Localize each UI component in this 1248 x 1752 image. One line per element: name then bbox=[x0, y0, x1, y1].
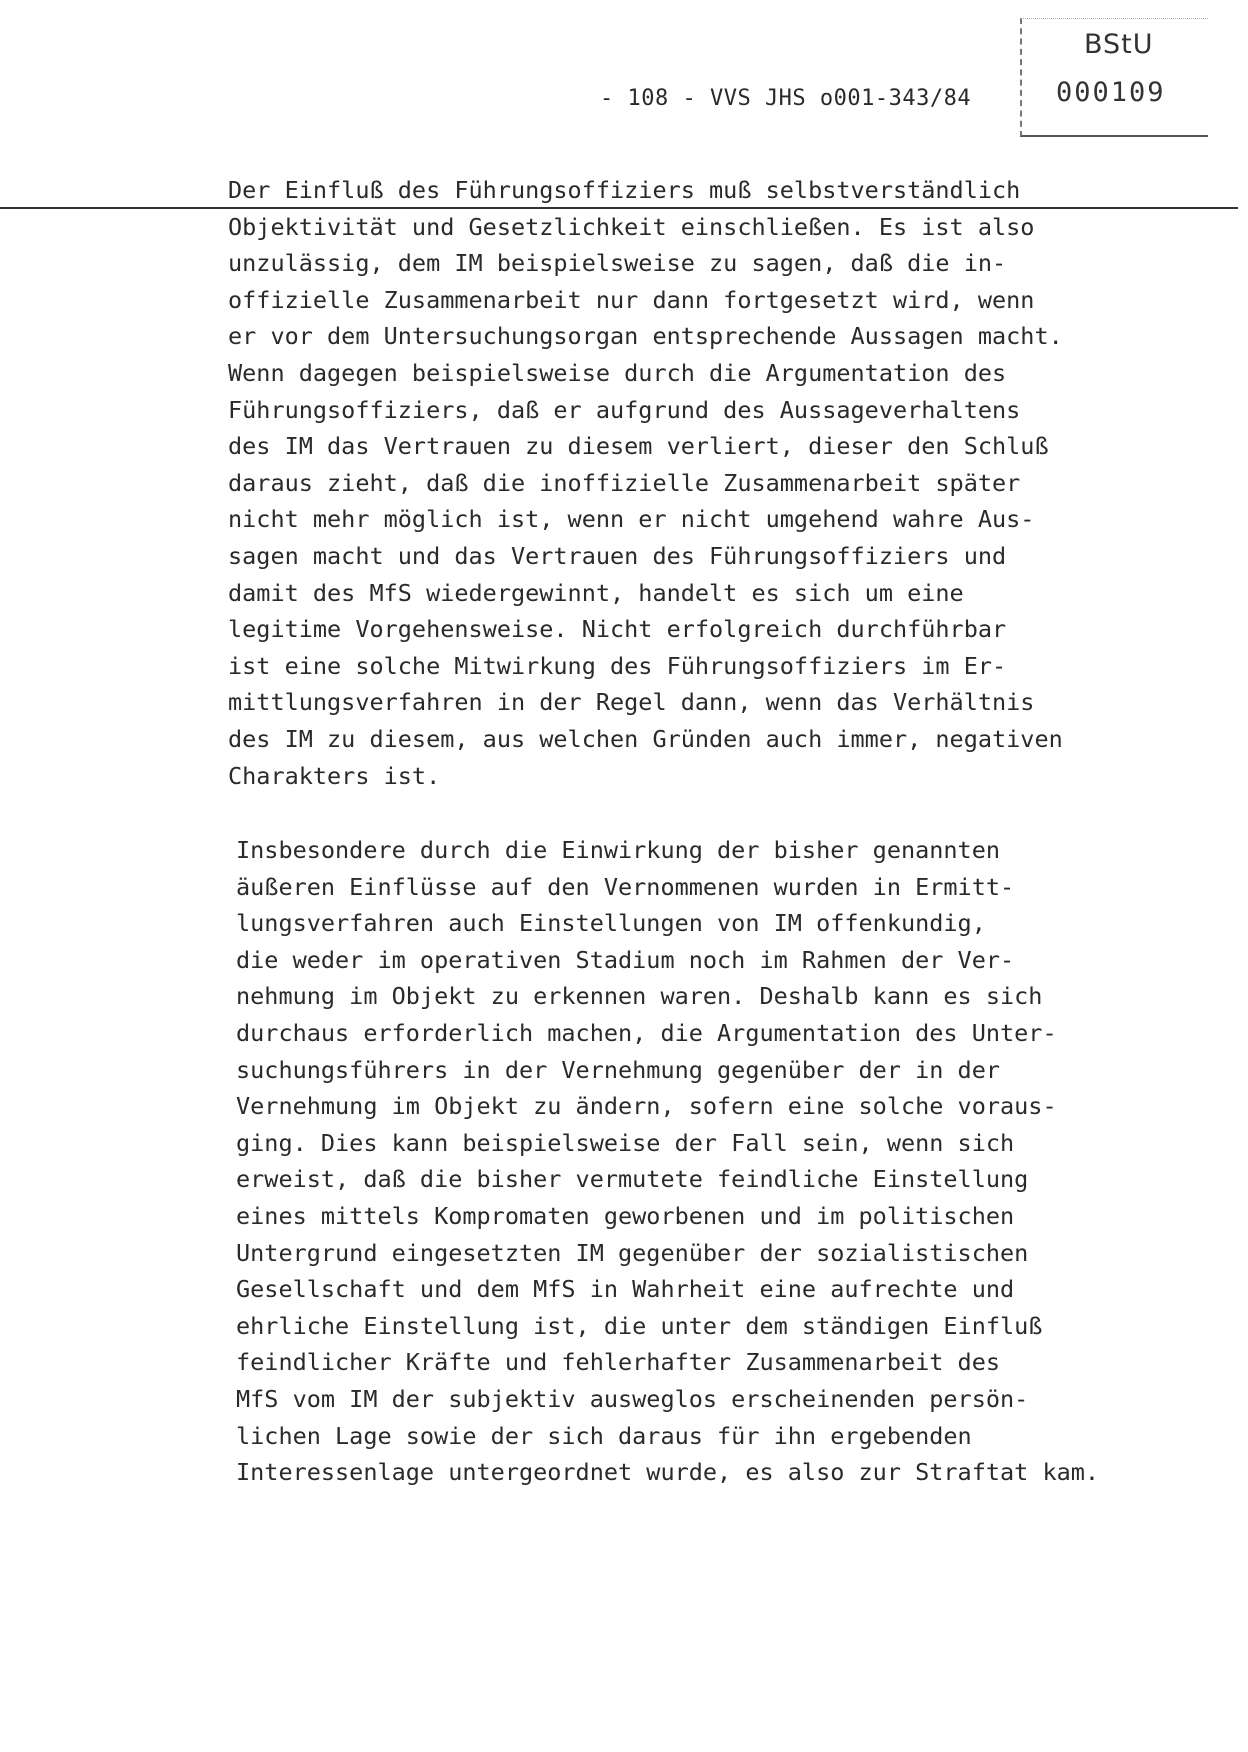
text-line: suchungsführers in der Vernehmung gegenüber der in der bbox=[236, 1055, 1001, 1084]
text-line: er vor dem Untersuchungsorgan entsprechende Aussagen macht. bbox=[228, 322, 1063, 351]
text-line: Führungsoffiziers, daß er aufgrund des Aussageverhaltens bbox=[228, 395, 1021, 424]
text-line: offizielle Zusammenarbeit nur dann fortgesetzt wird, wenn bbox=[228, 285, 1035, 314]
text-line: eines mittels Kompromaten geworbenen und im politischen bbox=[236, 1201, 1015, 1230]
text-line: damit des MfS wiedergewinnt, handelt es sich um eine bbox=[228, 578, 964, 607]
text-line: Objektivität und Gesetzlichkeit einschließen. Es ist also bbox=[228, 212, 1035, 241]
text-line: ehrliche Einstellung ist, die unter dem ständigen Einfluß bbox=[236, 1311, 1043, 1340]
text-line: unzulässig, dem IM beispielsweise zu sagen, daß die in- bbox=[228, 249, 1007, 278]
text-line: Insbesondere durch die Einwirkung der bisher genannten bbox=[236, 836, 1001, 864]
text-line: die weder im operativen Stadium noch im Rahmen der Ver- bbox=[236, 945, 1015, 974]
page-reference: - 108 - VVS JHS o001-343/84 bbox=[600, 86, 972, 111]
text-line: MfS vom IM der subjektiv ausweglos erscheinenden persön- bbox=[236, 1384, 1029, 1413]
archive-stamp bbox=[1020, 18, 1208, 137]
text-line: sagen macht und das Vertrauen des Führungsoffiziers und bbox=[228, 541, 1007, 570]
text-line: lungsverfahren auch Einstellungen von IM offenkundig, bbox=[236, 909, 986, 938]
text-line: mittlungsverfahren in der Regel dann, wenn das Verhältnis bbox=[228, 688, 1035, 717]
text-line: feindlicher Kräfte und fehlerhafter Zusammenarbeit des bbox=[236, 1348, 1001, 1377]
text-line: des IM zu diesem, aus welchen Gründen auch immer, negativen bbox=[228, 724, 1063, 753]
text-line: legitime Vorgehensweise. Nicht erfolgreich durchführbar bbox=[228, 615, 1007, 644]
text-line: erweist, daß die bisher vermutete feindliche Einstellung bbox=[236, 1165, 1029, 1194]
stamp-number: 000109 bbox=[1056, 77, 1166, 108]
text-line: des IM das Vertrauen zu diesem verliert, dieser den Schluß bbox=[228, 432, 1049, 461]
paragraph-1 bbox=[228, 172, 1148, 794]
text-line: durchaus erforderlich machen, die Argumentation des Unter- bbox=[236, 1018, 1057, 1047]
text-line: Der Einfluß des Führungsoffiziers muß selbstverständlich bbox=[228, 176, 1021, 204]
text-line: Interessenlage untergeordnet wurde, es also zur Straftat kam. bbox=[236, 1458, 1100, 1487]
text-line: Untergrund eingesetzten IM gegenüber der sozialistischen bbox=[236, 1238, 1029, 1267]
text-line: äußeren Einflüsse auf den Vernommenen wurden in Ermitt- bbox=[236, 872, 1015, 901]
stamp-label: BStU bbox=[1084, 29, 1154, 60]
text-line: Gesellschaft und dem MfS in Wahrheit eine aufrechte und bbox=[236, 1275, 1015, 1304]
text-line: nicht mehr möglich ist, wenn er nicht umgehend wahre Aus- bbox=[228, 505, 1035, 534]
paragraph-2 bbox=[236, 832, 1156, 1491]
text-line: daraus zieht, daß die inoffizielle Zusammenarbeit später bbox=[228, 468, 1021, 497]
text-line: Vernehmung im Objekt zu ändern, sofern eine solche voraus- bbox=[236, 1092, 1057, 1121]
text-line: nehmung im Objekt zu erkennen waren. Deshalb kann es sich bbox=[236, 982, 1043, 1011]
text-line: ging. Dies kann beispielsweise der Fall sein, wenn sich bbox=[236, 1128, 1015, 1157]
text-line: ist eine solche Mitwirkung des Führungsoffiziers im Er- bbox=[228, 651, 1007, 680]
text-line: Charakters ist. bbox=[228, 761, 441, 790]
text-line: lichen Lage sowie der sich daraus für ihn ergebenden bbox=[236, 1421, 972, 1450]
text-line: Wenn dagegen beispielsweise durch die Argumentation des bbox=[228, 358, 1007, 387]
